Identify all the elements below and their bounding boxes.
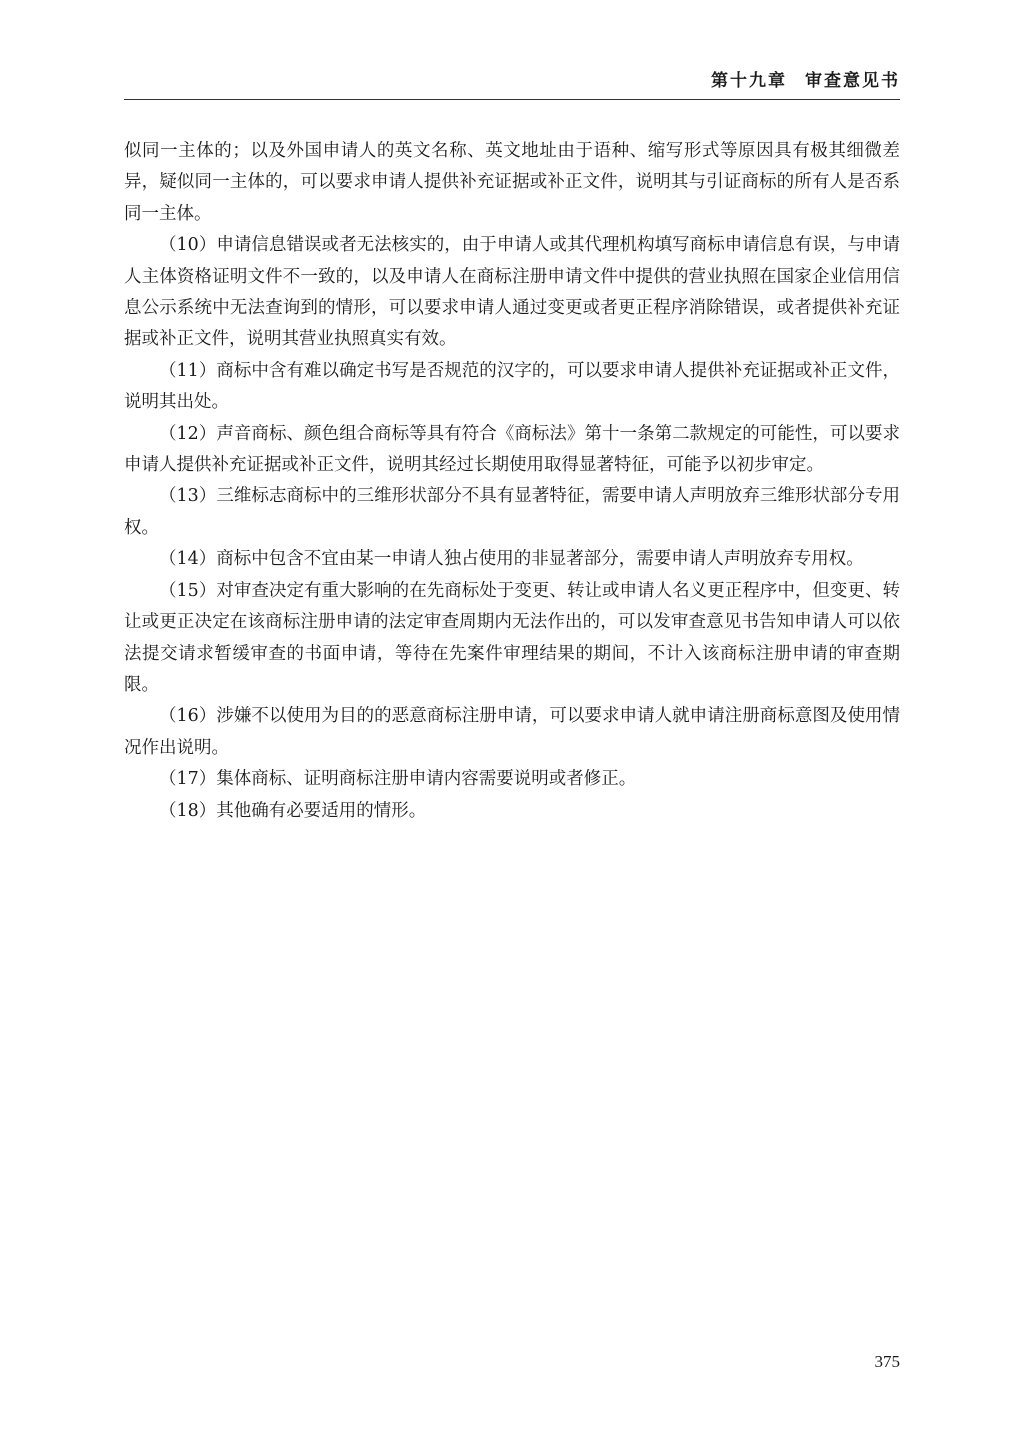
- paragraph-item-14: （14）商标中包含不宜由某一申请人独占使用的非显著部分，需要申请人声明放弃专用权。: [159, 549, 864, 570]
- running-header: [124, 66, 900, 96]
- paragraph-item-18: （18）其他确有必要适用的情形。: [159, 800, 427, 821]
- paragraph-item-11: （11）商标中含有难以确定书写是否规范的汉字的，可以要求申请人提供补充证据或补正文件，说明其出处。: [124, 360, 900, 413]
- body-text: [124, 136, 900, 827]
- paragraph-item-15: （15）对审查决定有重大影响的在先商标处于变更、转让或申请人名义更正程序中，但变更、转让或更正决定在该商标注册申请的法定审查周期内无法作出的，可以发审查意见书告知申请人可以依法提交请求暂缓审查的书面申请，等待在先案件审理结果的期间，不计入该商标注册申请的审查期限。: [124, 580, 900, 695]
- paragraph-continuation: 似同一主体的；以及外国申请人的英文名称、英文地址由于语种、缩写形式等原因具有极其细微差异，疑似同一主体的，可以要求申请人提供补充证据或补正文件，说明其与引证商标的所有人是否系同一主体。: [124, 141, 900, 224]
- paragraph-item-12: （12）声音商标、颜色组合商标等具有符合《商标法》第十一条第二款规定的可能性，可以要求申请人提供补充证据或补正文件，说明其经过长期使用取得显著特征，可能予以初步审定。: [124, 423, 900, 476]
- chapter-label: 第十九章: [711, 71, 787, 91]
- paragraph-item-16: （16）涉嫌不以使用为目的的恶意商标注册申请，可以要求申请人就申请注册商标意图及使用情况作出说明。: [124, 706, 900, 758]
- paragraph-item-13: （13）三维标志商标中的三维形状部分不具有显著特征，需要申请人声明放弃三维形状部分专用权。: [124, 486, 900, 538]
- section-title: 审查意见书: [805, 71, 900, 91]
- paragraph-item-10: （10）申请信息错误或者无法核实的，由于申请人或其代理机构填写商标申请信息有误，与申请人主体资格证明文件不一致的，以及申请人在商标注册申请文件中提供的营业执照在国家企业信用信息公示系统中无法查询到的情形，可以要求申请人通过变更或者更正程序消除错误，或者提供补充证据或补正文件，说明其营业执照真实有效。: [124, 235, 900, 350]
- paragraph-item-17: （17）集体商标、证明商标注册申请内容需要说明或者修正。: [159, 769, 637, 790]
- page-number: 375: [874, 1352, 900, 1371]
- header-divider: [124, 99, 900, 100]
